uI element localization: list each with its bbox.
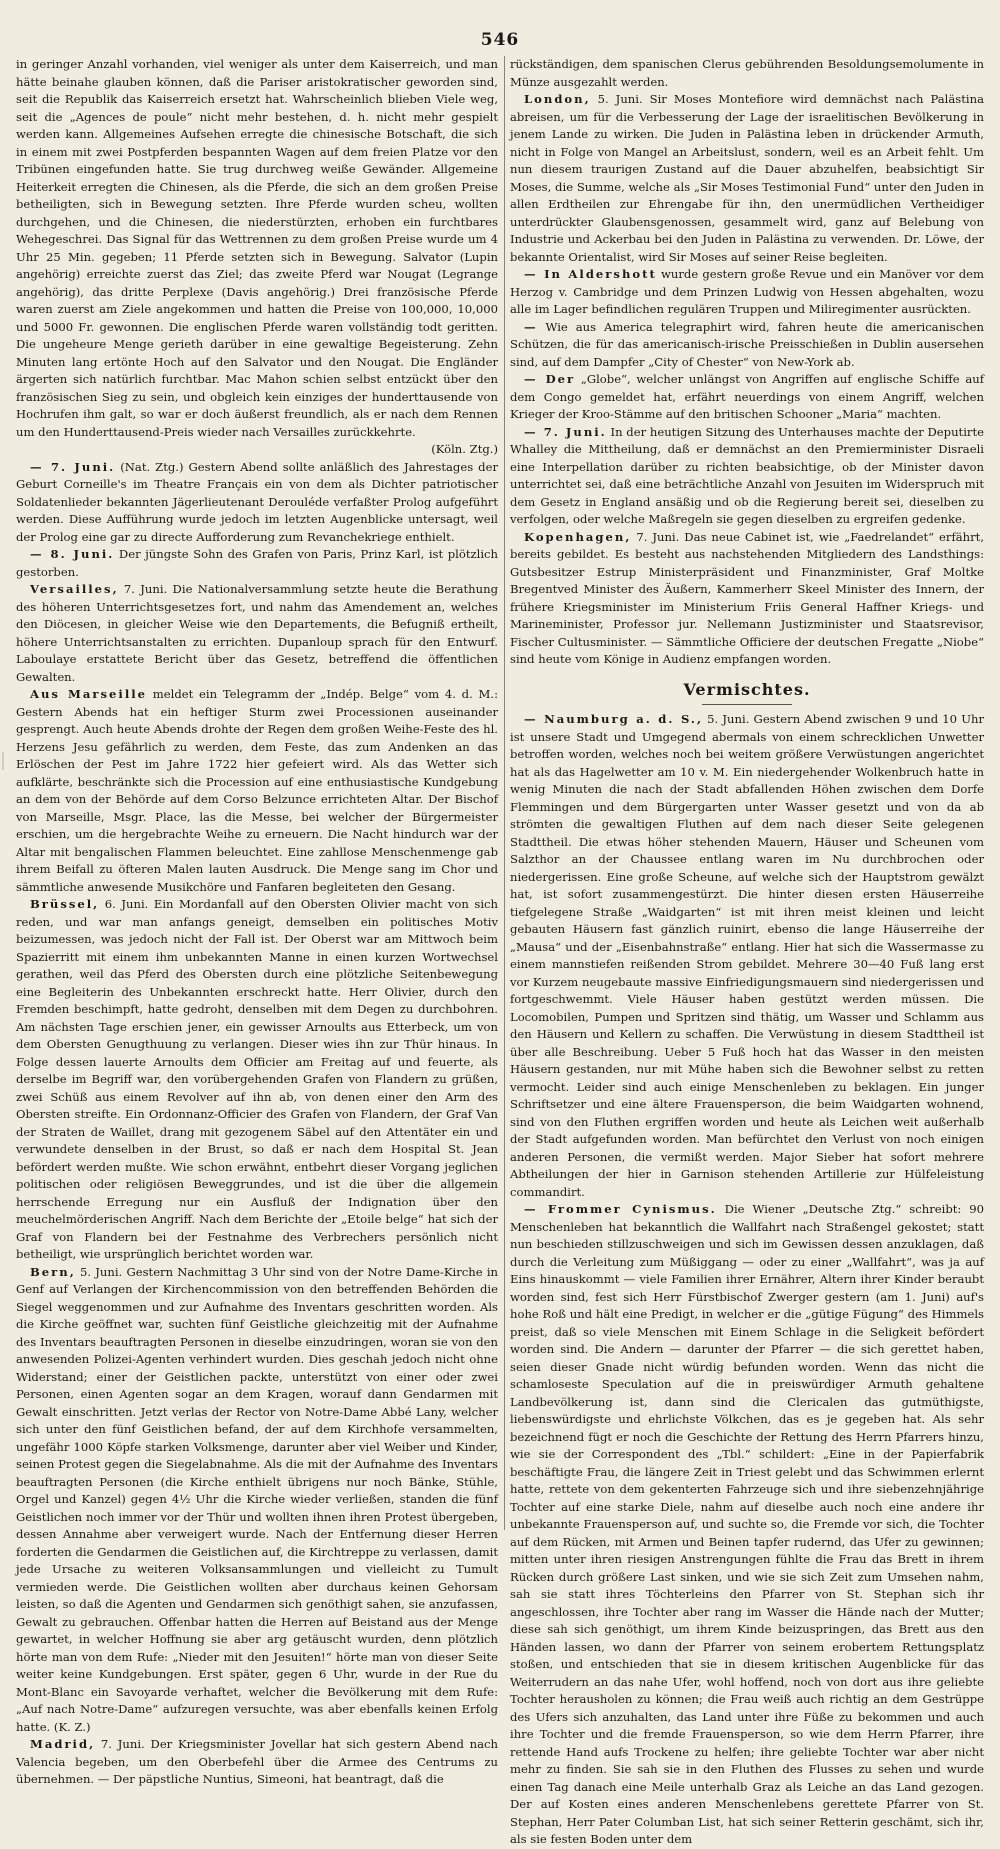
article-paragraph <box>510 424 984 529</box>
article-paragraph <box>510 91 984 266</box>
article-text: (Nat. Ztg.) Gestern Abend sollte anläßlich des Jahrestages der Geburt Corneille's im Theatre Français ein von dem als Dichter patriotischer Soldatenlieder bekannten Jägerlieutenant Derouléde verfaßter Prolog aufgeführt werden. Diese Aufführung wurde jedoch im letzten Augenblicke untersagt, weil der Prolog eine gar zu directe Aufforderung zum Revanchekriege enthielt. <box>16 459 498 544</box>
article-dateline: Versailles, <box>30 582 119 596</box>
right-column <box>510 56 985 1846</box>
article-paragraph <box>510 529 984 669</box>
article-dateline: — Naumburg a. d. S., <box>524 712 703 726</box>
left-column <box>16 56 499 1786</box>
article-paragraph <box>16 459 498 547</box>
article-paragraph <box>16 1736 498 1789</box>
article-dateline: — In Aldershott <box>524 267 657 281</box>
article-text: 6. Juni. Ein Mordanfall auf den Obersten Olivier macht von sich reden, und war man anfangs geneigt, demselben ein politisches Motiv beizumessen, was jedoch nicht der Fall ist. Der Oberst war am Mittwoch beim Spazierritt mit einem ihm unbekannten Manne in einen kurzen Wortwechsel gerathen, weil das Pferd des Obersten durch eine plötzliche Seitenbewegung eine Begleiterin des Unbekannten erschreckt hatte. Herr Olivier, durch den Fremden beschimpft, hatte gedroht, denselben mit dem Degen zu durchbohren. Am nächsten Tage erschien jener, ein gewisser Arnoults aus Etterbeck, um von dem Obersten Genugthuung zu verlangen. Dieser wies ihn zur Thür hinaus. In Folge dessen lauerte Arnoults dem Officier am Freitag auf und feuerte, als derselbe im Begriff war, den vorübergehenden Grafen von Flandern zu grüßen, zwei Schüß aus einem Revolver auf ihn ab, von denen einer den Arm des Obersten streifte. Ein Ordonnanz-Officier des Grafen von Flandern, der Graf Van der Straten de Waillet, drang mit gezogenem Säbel auf den Attentäter ein und verwundete denselben in der Brust, so daß er nach dem Hospital St. Jean befördert werden mußte. Wie schon erwähnt, entbehrt dieser Vorgang jeglichen politischen oder religiösen Beweggrundes, und ist die über die allgemein herrschende Erregung nur ein Ausfluß der Indignation über den meuchelmörderischen Angriff. Nach dem Berichte der „Etoile belge“ hat sich der Graf von Flandern bei der Festnahme des Verbrechers persönlich nicht betheiligt, wie ursprünglich berichtet worden war. <box>16 897 499 1261</box>
article-text: 5. Juni. Sir Moses Montefiore wird demnächst nach Palästina abreisen, um für die Verbesserung der Lage der israelitischen Bevölkerung in jenem Lande zu wirken. Die Juden in Palästina leben in drückender Armuth, nicht in Folge von Mangel an Arbeitslust, sondern, weil es an Arbeit fehlt. Um nun diesem traurigen Zustand auf die Dauer abzuhelfen, beabsichtigt Sir Moses, die Summe, welche als „Sir Moses Testimonial Fund“ unter den Juden in allen Erdtheilen zur Ehrengabe für ihn, den unermüdlichen Vertheidiger unterdrückter Glaubensgenossen, gesammelt wird, ganz auf Belebung von Industrie und Ackerbau bei den Juden in Palästina zu verwenden. Dr. Löwe, der bekannte Orientalist, wird Sir Moses auf seiner Reise begleiten. <box>510 92 984 264</box>
article-paragraph <box>16 1264 498 1737</box>
article-dateline: — 8. Juni. <box>30 547 115 561</box>
article-text: 5. Juni. Gestern Abend zwischen 9 und 10 Uhr ist unsere Stadt und Umgegend abermals von einem schrecklichen Unwetter betroffen worden, welches noch bei weitem größere Verwüstungen angerichtet hat als das Hagelwetter am 10 v. M. Ein niedergehender Wolkenbruch hatte in wenig Minuten die nach der Stadt abfallenden Höhen zwischen dem Dorfe Flemmingen und dem Bürgergarten unter Wasser gesetzt und von da ab strömten die gewaltigen Fluthen auf dem nach dieser Seite gelegenen Stadttheil. Die etwas höher stehenden Mauern, Häuser und Scheunen vom Salzthor an der Chaussee entlang waren im Nu durchbrochen oder niedergerissen. Eine große Scheune, auf welche sich der Hauptstrom gewälzt hat, ist sofort zusammengestürzt. Die hinter diesen ersten Häuserreihe tiefgelegene Straße „Waidgarten“ ist mit ihren meist kleinen und leicht gebauten Häusern fast gänzlich ruinirt, ebenso die lange Häuserreihe der „Mausa“ und der „Eisenbahnstraße“ entlang. Hier hat sich die Wassermasse zu einem mannstiefen reißenden Strom gebildet. Mehrere 30—40 Fuß lang erst vor Kurzem neugebaute massive Einfriedigungsmauern sind niedergerissen und fortgeschwemmt. Viele Häuser haben gestützt werden müssen. Die Locomobilen, Pumpen und Spritzen sind thätig, um Wasser und Schlamm aus den Häusern und Kellern zu schaffen. Die Verwüstung in diesem Stadttheil ist über alle Beschreibung. Ueber 5 Fuß hoch hat das Wasser in den meisten Häusern gestanden, nur mit Mühe haben sich die Bewohner selbst zu retten vermocht. Leider sind auch einige Menschenleben zu beklagen. Ein junger Schriftsetzer und eine ältere Frauensperson, die beim Waidgarten wohnend, sind von den Fluthen ergriffen worden und heute als Leichen weit außerhalb der Stadt aufgefunden worden. Man befürchtet den Verlust von noch einigen anderen Personen, die vermißt werden. Major Sieber hat sofort mehrere Abtheilungen der hier in Garnison stehenden Artillerie zur Hülfeleistung commandirt. <box>510 712 985 1199</box>
article-text: (Köln. Ztg.) <box>431 442 498 456</box>
article-dateline: Madrid, <box>30 1737 96 1751</box>
section-title: Vermischtes. <box>683 679 811 699</box>
article-paragraph <box>16 56 498 441</box>
article-text: Wie aus America telegraphirt wird, fahren heute die americanischen Schützen, die für das americanisch-irische Preisschießen in Dublin ausersehen sind, auf dem Dampfer „City of Chester“ von New-York ab. <box>510 319 985 369</box>
article-text: „Globe“, welcher unlängst von Angriffen auf englische Schiffe auf dem Congo gemeldet hat, erfährt neuerdings von einem Angriff, welchen Krieger der Kroo-Stämme auf den britischen Schooner „Maria“ machten. <box>510 372 984 421</box>
page-number: 546 <box>480 30 520 50</box>
article-paragraph <box>16 686 498 896</box>
article-dateline: Brüssel, <box>30 897 100 911</box>
article-dateline: — 7. Juni. <box>30 459 116 474</box>
article-paragraph <box>16 896 498 1264</box>
article-paragraph <box>16 581 498 686</box>
article-dateline: — Der <box>524 372 576 386</box>
article-text: 5. Juni. Gestern Nachmittag 3 Uhr sind von der Notre Dame-Kirche in Genf auf Verlangen der Kirchencommission von den betreffenden Behörden die Siegel weggenommen und zur Aufnahme des Inventars geschritten worden. Als die Kirche geöffnet war, suchten fünf Geistliche gleichzeitig mit der Aufnahme des Inventars beauftragten Personen in dieselbe einzudringen, woran sie von den anwesenden Polizei-Agenten verhindert wurden. Dies geschah jedoch nicht ohne Widerstand; einer der Geistlichen packte, unterstützt von einer oder zwei Personen, einen Agenten sogar an dem Kragen, worauf dann Gendarmen mit Gewalt einschritten. Jetzt verlas der Rector von Notre-Dame Abbé Lany, welcher sich unter den fünf Geistlichen befand, der auf dem Kirchhofe versammelten, ungefähr 1000 Köpfe starken Volksmenge, darunter aber viel Weiber und Kinder, seinen Protest gegen die Siegelabnahme. Als die mit der Aufnahme des Inventars beauftragten Personen (die Kirche enthielt übrigens nur noch Bänke, Stühle, Orgel und Kanzel) gegen 4½ Uhr die Kirche wieder verließen, standen die fünf Geistlichen noch immer vor der Thür und wollten ihnen ihren Protest übergeben, dessen Annahme aber verweigert wurde. Nach der Entfernung dieser Herren forderten die Gendarmen die Geistlichen auf, die Kirchtreppe zu verlassen, damit jede Ursache zu weiteren Volksansammlungen und vielleicht zu Tumult vermieden werde. Die Geistlichen wollten aber durchaus keinen Gehorsam leisten, so daß die Agenten und Gendarmen sich genöthigt sahen, sie anzufassen, Gewalt zu gebrauchen. Offenbar hatten die Herren auf Beistand aus der Menge gewartet, in welcher Hoffnung sie aber arg getäuscht wurden, denn plötzlich hörte man von dem Rufe: „Nieder mit den Jesuiten!“ hörte man von dieser Seite weiter keine Kundgebungen. Erst später, gegen 6 Uhr, wurde in der Rue du Mont-Blanc ein Savoyarde verhaftet, welcher die Bevölkerung mit dem Rufe: „Auf nach Notre-Dame“ aufzuregen versuchte, was aber ebenfalls keinen Erfolg hatte. (K. Z.) <box>16 1264 499 1734</box>
article-paragraph <box>510 266 984 319</box>
article-paragraph <box>510 319 984 372</box>
article-text: rückständigen, dem spanischen Clerus gebührenden Besoldungsemolumente in Münze ausgezahlt werden. <box>510 57 984 89</box>
article-paragraph <box>510 711 984 1201</box>
article-paragraph <box>510 1201 984 1849</box>
page-edge-mark <box>2 752 12 770</box>
article-paragraph <box>510 56 984 91</box>
article-dateline: — <box>524 319 538 334</box>
column-divider <box>504 56 505 1530</box>
article-dateline: Kopenhagen, <box>524 529 632 544</box>
article-text: In der heutigen Sitzung des Unterhauses machte der Deputirte Whalley die Mittheilung, daß er demnächst an den Premierminister Disraeli eine Interpellation darüber zu richten beabsichtige, ob der Minister davon unterrichtet sei, daß eine beträchtliche Anzahl von Jesuiten im Widerspruch mit dem Gesetz in England ansäßig und ob die Regierung bereit sei, dieselben zu verfolgen, oder welche Maßregeln sie gegen dieselben zu ergreifen gedenke. <box>510 424 984 526</box>
article-text: in geringer Anzahl vorhanden, viel weniger als unter dem Kaiserreich, und man hätte beinahe glauben können, daß die Pariser aristokratischer geworden sind, seit die Republik das Kaiserreich ersetzt hat. Wahrscheinlich blieben Viele weg, seit die „Agences de poule“ nicht mehr bestehen, d. h. nicht mehr gespielt werden kann. Allgemeines Aufsehen erregte die chinesische Botschaft, die sich in einem mit zwei Postpferden bespannten Wagen auf dem freien Platze vor den Tribünen eingefunden hatte. Sie trug durchweg weiße Gewänder. Allgemeine Heiterkeit erregten die Chinesen, als die Pferde, die sich an dem großen Preise betheiligten, sich in Bewegung setzten. Ihre Pferde wurden scheu, wollten durchgehen, und die Chinesen, die niederstürzten, erhoben ein furchtbares Wehegeschrei. Das Signal für das Wettrennen zu dem großen Preise wurde um 4 Uhr 25 Min. gegeben; 11 Pferde setzten sich in Bewegung. Salvator (Lupin angehörig) erreichte zuerst das Ziel; das zweite Pferd war Nougat (Legrange angehörig), das dritte Perplexe (Davis angehörig.) Drei französische Pferde waren zuerst am Ziele angekommen und hatten die Preise von 100,000, 10,000 und 5000 Fr. gewonnen. Die englischen Pferde waren vollständig todt geritten. Die ungeheure Menge gerieth darüber in eine gewaltige Begeisterung. Zehn Minuten lang ertönte Hoch auf den Salvator und den Nougat. Die Engländer ärgerten sich natürlich furchtbar. Mac Mahon schien selbst entzückt über den französischen Sieg zu sein, und obgleich kein einziges der hunderttausende von Hochrufen ihm galt, so war er doch äußerst freundlich, als er nach dem Rennen um den Hunderttausend-Preis wieder nach Versailles zurückkehrte. <box>16 57 498 439</box>
article-text: Die Wiener „Deutsche Ztg.“ schreibt: 90 Menschenleben hat bekanntlich die Wallfahrt nach Straßengel gekostet; statt nun beschieden stillzuschweigen und sich im Gewissen dessen anzuklagen, daß durch die Verleitung zum Müßiggang — oder zu einer „Wallfahrt“, was ja auf Eins hinauskommt — viele Familien ihrer Ernährer, Altern ihrer Kinder beraubt worden sind, fest sich Herr Fürstbischof Zwerger gestern (am 1. Juni) auf's hohe Roß und hält eine Predigt, in welcher er die „gütige Fügung“ des Himmels preist, daß so viele Menschen mit Einem Schlage in die Seligkeit befördert worden sind. Die Andern — darunter der Pfarrer — die sich gerettet haben, seien dieser Gnade nicht würdig befunden worden. Wenn das nicht die schamloseste Speculation auf die in preiswürdiger Armuth gehaltene Landbevölkerung ist, dann sind die Clericalen das gutmüthigste, liebenswürdigste und ehrlichste Völkchen, das es je gegeben hat. Als sehr bezeichnend fügt er noch die Geschichte der Rettung des Herrn Pfarrers hinzu, wie sie der Correspondent des „Tbl.“ schildert: „Eine in der Papierfabrik beschäftigte Frau, die längere Zeit in Triest gelebt und das Schwimmen erlernt hatte, rettete von dem gekenterten Fahrzeuge sich und ihre siebenzehnjährige Tochter auf eine starke Diele, nahm auf dieselbe auch noch eine andere ihr unbekannte Frauensperson auf, und suchte so, die Fremde vor sich, die Tochter auf dem Rücken, mit Armen und Beinen tapfer rudernd, das Ufer zu gewinnen; mitten unter ihren riesigen Anstrengungen fühlte die Frau das Brett in ihrem Rücken durch größere Last sinken, und wie sie sich Zeit zum Umsehen nahm, sah sie statt ihres Töchterleins den Pfarrer von St. Stephan sich ihr angeschlossen, ihre Tochter aber rang im Wasser die Hände nach der Mutter; diese sah sich genöthigt, um ihrem Kinde beizuspringen, das Brett aus den Händen lassen, wo dann der Pfarrer von seinem erobertem Rettungsplatz stoßen, und entschieden that sie in diesem kritischen Augenblicke für das Weiterrudern an das nahe Ufer, wohl hoffend, noch von dort aus ihre geliebte Tochter herausholen zu können; die Frau weiß auch richtig an dem Gestrüppe des Ufers sich anzuhalten, das Land unter ihre Füße zu bekommen und auch ihre Tochter und die fremde Frauensperson, so wie dem Herrn Pfarrer, ihre rettende Hand aufs Trockene zu helfen; ihre geliebte Tochter war aber nicht mehr zu finden. Sie sah sie in den Fluthen des Flusses zu sehen und wurde einen Tag danach eine Meile unterhalb Graz als Leiche an das Land gezogen. Der auf Kosten eines anderen Menschenlebens gerettete Pfarrer von St. Stephan, Herr Pater Columban List, hat sich seiner Retterin geschämt, sich ihr, als sie festen Boden unter dem <box>510 1202 985 1846</box>
article-dateline: Bern, <box>30 1264 76 1279</box>
article-text: 7. Juni. Das neue Cabinet ist, wie „Faedrelandet“ erfährt, bereits gebildet. Es besteht aus nachstehenden Mitgliedern des Landsthings: Gutsbesitzer Estrup Ministerpräsident und Finanzminister, Graf Moltke Bregentved Minister des Äußern, Kammerherr Skeel Minister des Innern, der frühere Kriegsminister im Ministerium Friis General Haffner Kriegs- und Marineminister, Professor jur. Nellemann Justizminister und Staatsrevisor, Fischer Cultusminister. — Sämmtliche Officiere der deutschen Fregatte „Niobe“ sind heute vom Könige in Audienz empfangen worden. <box>510 529 984 666</box>
article-dateline: — 7. Juni. <box>524 424 607 439</box>
article-text: wurde gestern große Revue und ein Manöver vor dem Herzog v. Cambridge und dem Prinzen Ludwig von Hessen abgehalten, wozu alle im Lager befindlichen regulären Truppen und Miliregimenter ausrückten. <box>510 267 984 316</box>
article-dateline: Aus Marseille <box>30 687 148 701</box>
article-text: meldet ein Telegramm der „Indép. Belge“ vom 4. d. M.: Gestern Abends hat ein heftiger Sturm zwei Processionen auseinander gesprengt. Auch heute Abends drohte der Regen dem großen Weihe-Feste des hl. Herzens Jesu gefährlich zu werden, dem Feste, das zum Andenken an das Erlöschen der Pest im Jahre 1722 hier gefeiert wird. Als das Wetter sich aufklärte, beschränkte sich die Procession auf eine enthusiastische Kundgebung an dem von der Behörde auf dem Corso Belzunce errichteten Altar. Der Bischof von Marseille, Msgr. Place, las die Messe, bei welcher der Bürgermeister erschien, um die hergebrachte Weihe zu erneuern. Die Nacht hindurch war der Altar mit bengalischen Flammen beleuchtet. Eine zahllose Menschenmenge gab ihrem Beifall zu öfteren Malen lauten Ausdruck. Die Menge sang im Chor und sämmtliche anwesende Musikchöre und Fanfaren begleiteten den Gesang. <box>16 687 499 894</box>
article-text: 7. Juni. Die Nationalversammlung setzte heute die Berathung des höheren Unterrichtsgesetzes fort, und nahm das Amendement an, welches den Diöcesen, in gleicher Weise wie den Departements, die Befugniß ertheilt, höhere Unterrichtsanstalten zu errichten. Dupanloup sprach für den Entwurf. Laboulaye erstattete Bericht über das Gesetz, betreffend die öffentlichen Gewalten. <box>16 582 499 684</box>
article-paragraph <box>16 441 498 459</box>
section-title-rule <box>702 704 792 705</box>
article-dateline: London, <box>524 92 591 106</box>
article-dateline: — Frommer Cynismus. <box>524 1202 717 1216</box>
article-paragraph <box>16 546 498 581</box>
article-text: 7. Juni. Der Kriegsminister Jovellar hat sich gestern Abend nach Valencia begeben, um den Oberbefehl über die Armee des Centrums zu übernehmen. — Der päpstliche Nuntius, Simeoni, hat beantragt, daß die <box>16 1737 498 1786</box>
article-paragraph <box>510 371 984 424</box>
article-text: Der jüngste Sohn des Grafen von Paris, Prinz Karl, ist plötzlich gestorben. <box>16 547 498 579</box>
